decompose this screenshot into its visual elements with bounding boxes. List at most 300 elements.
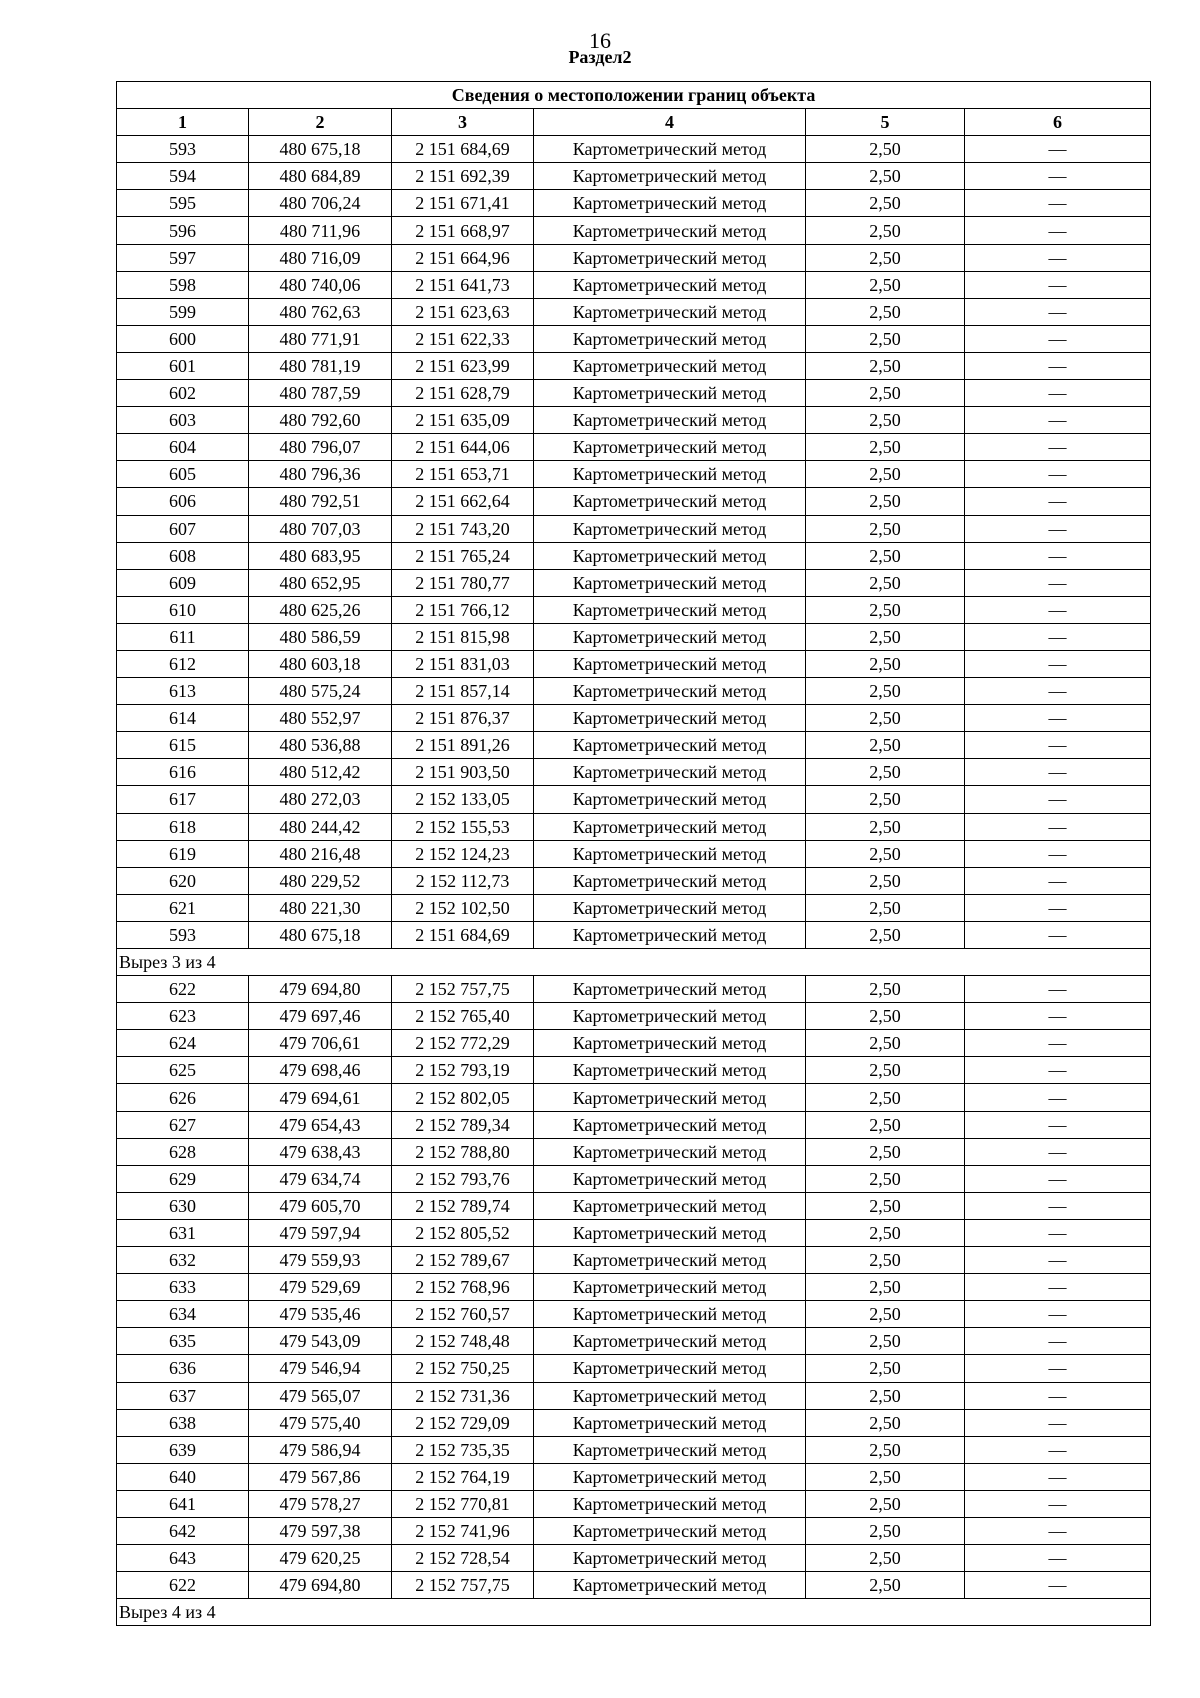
x-coordinate-cell: 480 625,26 xyxy=(249,596,392,623)
table-row xyxy=(117,163,1151,190)
table-row xyxy=(117,1219,1151,1246)
table-row xyxy=(117,1328,1151,1355)
y-coordinate-cell: 2 151 765,24 xyxy=(392,542,534,569)
y-coordinate-cell: 2 152 155,53 xyxy=(392,813,534,840)
y-coordinate-cell: 2 152 768,96 xyxy=(392,1274,534,1301)
note-cell: — xyxy=(965,1382,1151,1409)
accuracy-cell: 2,50 xyxy=(806,867,965,894)
table-row xyxy=(117,1003,1151,1030)
x-coordinate-cell: 479 578,27 xyxy=(249,1490,392,1517)
y-coordinate-cell: 2 152 112,73 xyxy=(392,867,534,894)
point-number-cell: 627 xyxy=(117,1111,249,1138)
method-cell: Картометрический метод xyxy=(534,1463,806,1490)
table-row xyxy=(117,976,1151,1003)
method-cell: Картометрический метод xyxy=(534,1545,806,1572)
table-row xyxy=(117,461,1151,488)
note-cell: — xyxy=(965,136,1151,163)
note-cell: — xyxy=(965,813,1151,840)
point-number-cell: 594 xyxy=(117,163,249,190)
method-cell: Картометрический метод xyxy=(534,894,806,921)
table-row xyxy=(117,515,1151,542)
column-header: 4 xyxy=(534,109,806,136)
point-number-cell: 632 xyxy=(117,1247,249,1274)
method-cell: Картометрический метод xyxy=(534,298,806,325)
point-number-cell: 636 xyxy=(117,1355,249,1382)
note-cell: — xyxy=(965,190,1151,217)
section-title: Раздел2 xyxy=(568,47,632,67)
point-number-cell: 635 xyxy=(117,1328,249,1355)
x-coordinate-cell: 480 272,03 xyxy=(249,786,392,813)
y-coordinate-cell: 2 151 623,99 xyxy=(392,352,534,379)
x-coordinate-cell: 479 529,69 xyxy=(249,1274,392,1301)
x-coordinate-cell: 479 698,46 xyxy=(249,1057,392,1084)
x-coordinate-cell: 480 762,63 xyxy=(249,298,392,325)
method-cell: Картометрический метод xyxy=(534,1138,806,1165)
point-number-cell: 609 xyxy=(117,569,249,596)
point-number-cell: 602 xyxy=(117,380,249,407)
point-number-cell: 597 xyxy=(117,244,249,271)
note-cell: — xyxy=(965,1328,1151,1355)
column-number-row xyxy=(117,109,1151,136)
column-header: 3 xyxy=(392,109,534,136)
table-caption: Сведения о местоположении границ объекта xyxy=(117,82,1151,109)
method-cell: Картометрический метод xyxy=(534,1301,806,1328)
accuracy-cell: 2,50 xyxy=(806,1463,965,1490)
method-cell: Картометрический метод xyxy=(534,867,806,894)
table-row xyxy=(117,1030,1151,1057)
y-coordinate-cell: 2 151 891,26 xyxy=(392,732,534,759)
column-header: 2 xyxy=(249,109,392,136)
method-cell: Картометрический метод xyxy=(534,271,806,298)
table-row xyxy=(117,1057,1151,1084)
accuracy-cell: 2,50 xyxy=(806,217,965,244)
note-cell: — xyxy=(965,623,1151,650)
table-row xyxy=(117,434,1151,461)
point-number-cell: 625 xyxy=(117,1057,249,1084)
method-cell: Картометрический метод xyxy=(534,1382,806,1409)
table-row xyxy=(117,1165,1151,1192)
table-row xyxy=(117,867,1151,894)
method-cell: Картометрический метод xyxy=(534,325,806,352)
point-number-cell: 634 xyxy=(117,1301,249,1328)
method-cell: Картометрический метод xyxy=(534,759,806,786)
y-coordinate-cell: 2 152 729,09 xyxy=(392,1409,534,1436)
method-cell: Картометрический метод xyxy=(534,515,806,542)
method-cell: Картометрический метод xyxy=(534,1003,806,1030)
page-number: 16 xyxy=(589,28,611,53)
method-cell: Картометрический метод xyxy=(534,1436,806,1463)
x-coordinate-cell: 479 535,46 xyxy=(249,1301,392,1328)
point-number-cell: 641 xyxy=(117,1490,249,1517)
table-row xyxy=(117,813,1151,840)
table-row xyxy=(117,921,1151,948)
accuracy-cell: 2,50 xyxy=(806,1057,965,1084)
x-coordinate-cell: 479 697,46 xyxy=(249,1003,392,1030)
table-row xyxy=(117,1274,1151,1301)
note-cell: — xyxy=(965,976,1151,1003)
method-cell: Картометрический метод xyxy=(534,1490,806,1517)
x-coordinate-cell: 480 781,19 xyxy=(249,352,392,379)
table-row xyxy=(117,271,1151,298)
method-cell: Картометрический метод xyxy=(534,1057,806,1084)
accuracy-cell: 2,50 xyxy=(806,515,965,542)
y-coordinate-cell: 2 151 623,63 xyxy=(392,298,534,325)
y-coordinate-cell: 2 151 662,64 xyxy=(392,488,534,515)
note-cell: — xyxy=(965,867,1151,894)
x-coordinate-cell: 479 586,94 xyxy=(249,1436,392,1463)
y-coordinate-cell: 2 152 741,96 xyxy=(392,1517,534,1544)
note-cell: — xyxy=(965,1219,1151,1246)
table-row xyxy=(117,569,1151,596)
accuracy-cell: 2,50 xyxy=(806,542,965,569)
point-number-cell: 629 xyxy=(117,1165,249,1192)
x-coordinate-cell: 480 792,51 xyxy=(249,488,392,515)
y-coordinate-cell: 2 152 789,67 xyxy=(392,1247,534,1274)
point-number-cell: 604 xyxy=(117,434,249,461)
y-coordinate-cell: 2 151 766,12 xyxy=(392,596,534,623)
table-row xyxy=(117,1138,1151,1165)
table-row xyxy=(117,325,1151,352)
x-coordinate-cell: 480 216,48 xyxy=(249,840,392,867)
accuracy-cell: 2,50 xyxy=(806,1084,965,1111)
note-cell: — xyxy=(965,1084,1151,1111)
table-row xyxy=(117,352,1151,379)
method-cell: Картометрический метод xyxy=(534,1165,806,1192)
method-cell: Картометрический метод xyxy=(534,217,806,244)
y-coordinate-cell: 2 151 815,98 xyxy=(392,623,534,650)
column-header: 5 xyxy=(806,109,965,136)
method-cell: Картометрический метод xyxy=(534,623,806,650)
x-coordinate-cell: 480 603,18 xyxy=(249,650,392,677)
accuracy-cell: 2,50 xyxy=(806,1111,965,1138)
table-row xyxy=(117,1572,1151,1599)
y-coordinate-cell: 2 152 750,25 xyxy=(392,1355,534,1382)
note-cell: — xyxy=(965,1192,1151,1219)
note-cell: — xyxy=(965,894,1151,921)
accuracy-cell: 2,50 xyxy=(806,352,965,379)
point-number-cell: 607 xyxy=(117,515,249,542)
accuracy-cell: 2,50 xyxy=(806,298,965,325)
table-row xyxy=(117,1084,1151,1111)
method-cell: Картометрический метод xyxy=(534,1274,806,1301)
accuracy-cell: 2,50 xyxy=(806,1409,965,1436)
accuracy-cell: 2,50 xyxy=(806,190,965,217)
point-number-cell: 620 xyxy=(117,867,249,894)
y-coordinate-cell: 2 151 641,73 xyxy=(392,271,534,298)
note-cell: — xyxy=(965,380,1151,407)
method-cell: Картометрический метод xyxy=(534,407,806,434)
note-cell: — xyxy=(965,1355,1151,1382)
note-cell: — xyxy=(965,1003,1151,1030)
point-number-cell: 642 xyxy=(117,1517,249,1544)
segment-separator-row xyxy=(117,949,1151,976)
table-row xyxy=(117,542,1151,569)
accuracy-cell: 2,50 xyxy=(806,1301,965,1328)
accuracy-cell: 2,50 xyxy=(806,1247,965,1274)
y-coordinate-cell: 2 152 757,75 xyxy=(392,976,534,1003)
note-cell: — xyxy=(965,1274,1151,1301)
accuracy-cell: 2,50 xyxy=(806,1517,965,1544)
point-number-cell: 639 xyxy=(117,1436,249,1463)
point-number-cell: 622 xyxy=(117,1572,249,1599)
note-cell: — xyxy=(965,1572,1151,1599)
method-cell: Картометрический метод xyxy=(534,380,806,407)
x-coordinate-cell: 480 221,30 xyxy=(249,894,392,921)
accuracy-cell: 2,50 xyxy=(806,678,965,705)
table-row xyxy=(117,1517,1151,1544)
x-coordinate-cell: 480 740,06 xyxy=(249,271,392,298)
x-coordinate-cell: 480 716,09 xyxy=(249,244,392,271)
method-cell: Картометрический метод xyxy=(534,1328,806,1355)
y-coordinate-cell: 2 152 102,50 xyxy=(392,894,534,921)
note-cell: — xyxy=(965,569,1151,596)
table-row xyxy=(117,1382,1151,1409)
x-coordinate-cell: 480 707,03 xyxy=(249,515,392,542)
method-cell: Картометрический метод xyxy=(534,678,806,705)
x-coordinate-cell: 480 796,07 xyxy=(249,434,392,461)
accuracy-cell: 2,50 xyxy=(806,1382,965,1409)
method-cell: Картометрический метод xyxy=(534,163,806,190)
accuracy-cell: 2,50 xyxy=(806,705,965,732)
x-coordinate-cell: 480 787,59 xyxy=(249,380,392,407)
method-cell: Картометрический метод xyxy=(534,976,806,1003)
point-number-cell: 599 xyxy=(117,298,249,325)
accuracy-cell: 2,50 xyxy=(806,759,965,786)
table-row xyxy=(117,596,1151,623)
x-coordinate-cell: 479 634,74 xyxy=(249,1165,392,1192)
table-row xyxy=(117,190,1151,217)
note-cell: — xyxy=(965,1463,1151,1490)
note-cell: — xyxy=(965,461,1151,488)
accuracy-cell: 2,50 xyxy=(806,244,965,271)
method-cell: Картометрический метод xyxy=(534,1084,806,1111)
table-row xyxy=(117,786,1151,813)
point-number-cell: 633 xyxy=(117,1274,249,1301)
y-coordinate-cell: 2 152 133,05 xyxy=(392,786,534,813)
y-coordinate-cell: 2 151 857,14 xyxy=(392,678,534,705)
table-row xyxy=(117,732,1151,759)
accuracy-cell: 2,50 xyxy=(806,1436,965,1463)
y-coordinate-cell: 2 152 124,23 xyxy=(392,840,534,867)
accuracy-cell: 2,50 xyxy=(806,569,965,596)
column-header: 6 xyxy=(965,109,1151,136)
accuracy-cell: 2,50 xyxy=(806,894,965,921)
x-coordinate-cell: 479 654,43 xyxy=(249,1111,392,1138)
accuracy-cell: 2,50 xyxy=(806,1192,965,1219)
method-cell: Картометрический метод xyxy=(534,136,806,163)
method-cell: Картометрический метод xyxy=(534,786,806,813)
method-cell: Картометрический метод xyxy=(534,190,806,217)
y-coordinate-cell: 2 152 772,29 xyxy=(392,1030,534,1057)
x-coordinate-cell: 480 652,95 xyxy=(249,569,392,596)
note-cell: — xyxy=(965,1490,1151,1517)
note-cell: — xyxy=(965,921,1151,948)
x-coordinate-cell: 480 706,24 xyxy=(249,190,392,217)
table-row xyxy=(117,244,1151,271)
x-coordinate-cell: 480 711,96 xyxy=(249,217,392,244)
note-cell: — xyxy=(965,1138,1151,1165)
method-cell: Картометрический метод xyxy=(534,1111,806,1138)
note-cell: — xyxy=(965,352,1151,379)
table-row xyxy=(117,1436,1151,1463)
point-number-cell: 628 xyxy=(117,1138,249,1165)
method-cell: Картометрический метод xyxy=(534,1355,806,1382)
note-cell: — xyxy=(965,1111,1151,1138)
y-coordinate-cell: 2 152 788,80 xyxy=(392,1138,534,1165)
x-coordinate-cell: 480 512,42 xyxy=(249,759,392,786)
table-row xyxy=(117,1355,1151,1382)
accuracy-cell: 2,50 xyxy=(806,1165,965,1192)
y-coordinate-cell: 2 151 644,06 xyxy=(392,434,534,461)
accuracy-cell: 2,50 xyxy=(806,461,965,488)
y-coordinate-cell: 2 151 743,20 xyxy=(392,515,534,542)
note-cell: — xyxy=(965,325,1151,352)
note-cell: — xyxy=(965,678,1151,705)
x-coordinate-cell: 479 546,94 xyxy=(249,1355,392,1382)
method-cell: Картометрический метод xyxy=(534,732,806,759)
accuracy-cell: 2,50 xyxy=(806,325,965,352)
segment-label: Вырез 4 из 4 xyxy=(117,1599,1151,1626)
note-cell: — xyxy=(965,1436,1151,1463)
table-row xyxy=(117,1409,1151,1436)
accuracy-cell: 2,50 xyxy=(806,813,965,840)
x-coordinate-cell: 479 597,94 xyxy=(249,1219,392,1246)
x-coordinate-cell: 480 229,52 xyxy=(249,867,392,894)
point-number-cell: 610 xyxy=(117,596,249,623)
table-row xyxy=(117,1545,1151,1572)
table-row xyxy=(117,678,1151,705)
note-cell: — xyxy=(965,163,1151,190)
y-coordinate-cell: 2 151 635,09 xyxy=(392,407,534,434)
segment-separator-row xyxy=(117,1599,1151,1626)
point-number-cell: 643 xyxy=(117,1545,249,1572)
y-coordinate-cell: 2 151 628,79 xyxy=(392,380,534,407)
point-number-cell: 613 xyxy=(117,678,249,705)
note-cell: — xyxy=(965,1165,1151,1192)
accuracy-cell: 2,50 xyxy=(806,1572,965,1599)
method-cell: Картометрический метод xyxy=(534,461,806,488)
x-coordinate-cell: 480 552,97 xyxy=(249,705,392,732)
y-coordinate-cell: 2 151 903,50 xyxy=(392,759,534,786)
x-coordinate-cell: 480 575,24 xyxy=(249,678,392,705)
y-coordinate-cell: 2 152 789,34 xyxy=(392,1111,534,1138)
accuracy-cell: 2,50 xyxy=(806,488,965,515)
point-number-cell: 631 xyxy=(117,1219,249,1246)
note-cell: — xyxy=(965,1517,1151,1544)
y-coordinate-cell: 2 151 653,71 xyxy=(392,461,534,488)
note-cell: — xyxy=(965,1301,1151,1328)
table-row xyxy=(117,759,1151,786)
y-coordinate-cell: 2 151 780,77 xyxy=(392,569,534,596)
x-coordinate-cell: 480 792,60 xyxy=(249,407,392,434)
table-row xyxy=(117,407,1151,434)
y-coordinate-cell: 2 151 876,37 xyxy=(392,705,534,732)
note-cell: — xyxy=(965,244,1151,271)
point-number-cell: 596 xyxy=(117,217,249,244)
point-number-cell: 637 xyxy=(117,1382,249,1409)
y-coordinate-cell: 2 151 684,69 xyxy=(392,921,534,948)
table-row xyxy=(117,650,1151,677)
method-cell: Картометрический метод xyxy=(534,434,806,461)
point-number-cell: 626 xyxy=(117,1084,249,1111)
point-number-cell: 593 xyxy=(117,136,249,163)
point-number-cell: 624 xyxy=(117,1030,249,1057)
table-row xyxy=(117,1490,1151,1517)
note-cell: — xyxy=(965,1030,1151,1057)
note-cell: — xyxy=(965,298,1151,325)
column-header: 1 xyxy=(117,109,249,136)
x-coordinate-cell: 479 638,43 xyxy=(249,1138,392,1165)
note-cell: — xyxy=(965,1057,1151,1084)
x-coordinate-cell: 479 694,80 xyxy=(249,976,392,1003)
x-coordinate-cell: 479 575,40 xyxy=(249,1409,392,1436)
x-coordinate-cell: 479 605,70 xyxy=(249,1192,392,1219)
note-cell: — xyxy=(965,1545,1151,1572)
note-cell: — xyxy=(965,840,1151,867)
point-number-cell: 615 xyxy=(117,732,249,759)
y-coordinate-cell: 2 151 664,96 xyxy=(392,244,534,271)
table-row xyxy=(117,1111,1151,1138)
table-row xyxy=(117,705,1151,732)
point-number-cell: 603 xyxy=(117,407,249,434)
note-cell: — xyxy=(965,217,1151,244)
accuracy-cell: 2,50 xyxy=(806,380,965,407)
accuracy-cell: 2,50 xyxy=(806,650,965,677)
point-number-cell: 617 xyxy=(117,786,249,813)
accuracy-cell: 2,50 xyxy=(806,163,965,190)
y-coordinate-cell: 2 152 731,36 xyxy=(392,1382,534,1409)
y-coordinate-cell: 2 152 770,81 xyxy=(392,1490,534,1517)
x-coordinate-cell: 480 684,89 xyxy=(249,163,392,190)
x-coordinate-cell: 479 706,61 xyxy=(249,1030,392,1057)
table-row xyxy=(117,298,1151,325)
y-coordinate-cell: 2 152 793,19 xyxy=(392,1057,534,1084)
x-coordinate-cell: 479 565,07 xyxy=(249,1382,392,1409)
x-coordinate-cell: 480 536,88 xyxy=(249,732,392,759)
table-row xyxy=(117,488,1151,515)
x-coordinate-cell: 479 543,09 xyxy=(249,1328,392,1355)
note-cell: — xyxy=(965,407,1151,434)
method-cell: Картометрический метод xyxy=(534,1192,806,1219)
point-number-cell: 608 xyxy=(117,542,249,569)
y-coordinate-cell: 2 151 684,69 xyxy=(392,136,534,163)
y-coordinate-cell: 2 151 668,97 xyxy=(392,217,534,244)
note-cell: — xyxy=(965,488,1151,515)
x-coordinate-cell: 479 597,38 xyxy=(249,1517,392,1544)
y-coordinate-cell: 2 152 735,35 xyxy=(392,1436,534,1463)
table-row xyxy=(117,380,1151,407)
table-row xyxy=(117,623,1151,650)
x-coordinate-cell: 479 559,93 xyxy=(249,1247,392,1274)
y-coordinate-cell: 2 152 793,76 xyxy=(392,1165,534,1192)
table-row xyxy=(117,840,1151,867)
y-coordinate-cell: 2 152 802,05 xyxy=(392,1084,534,1111)
y-coordinate-cell: 2 152 789,74 xyxy=(392,1192,534,1219)
table-row xyxy=(117,894,1151,921)
point-number-cell: 619 xyxy=(117,840,249,867)
note-cell: — xyxy=(965,786,1151,813)
point-number-cell: 630 xyxy=(117,1192,249,1219)
point-number-cell: 595 xyxy=(117,190,249,217)
accuracy-cell: 2,50 xyxy=(806,1003,965,1030)
x-coordinate-cell: 480 675,18 xyxy=(249,136,392,163)
accuracy-cell: 2,50 xyxy=(806,1138,965,1165)
note-cell: — xyxy=(965,434,1151,461)
x-coordinate-cell: 480 244,42 xyxy=(249,813,392,840)
point-number-cell: 606 xyxy=(117,488,249,515)
accuracy-cell: 2,50 xyxy=(806,1030,965,1057)
method-cell: Картометрический метод xyxy=(534,1517,806,1544)
